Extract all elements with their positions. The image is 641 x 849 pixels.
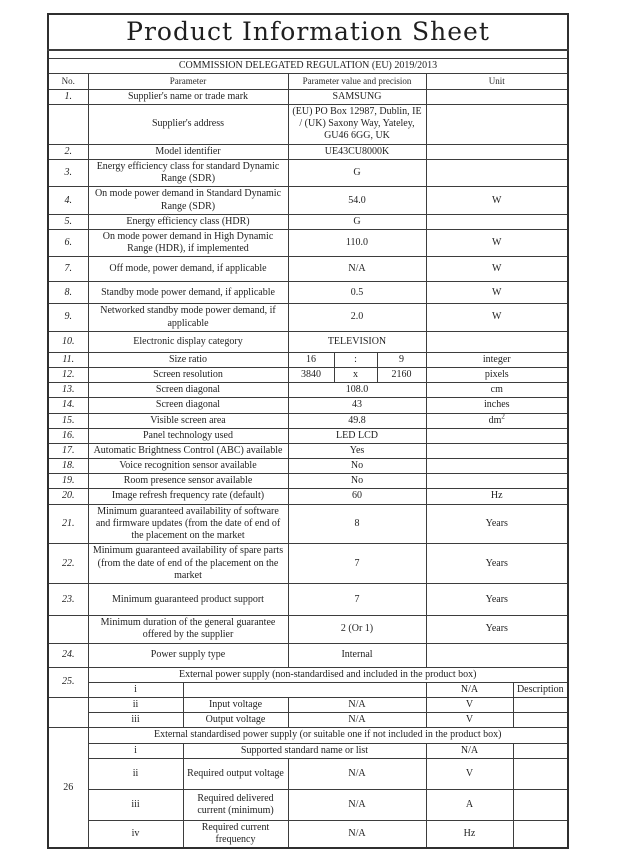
row-visible-area xyxy=(48,413,568,428)
row-section25-iii xyxy=(48,713,568,728)
row-networked-standby xyxy=(48,304,568,331)
cell-parameter: Required current frequency xyxy=(183,820,288,848)
row-efficiency-class-hdr xyxy=(48,214,568,229)
cell-no xyxy=(48,616,88,643)
cell-value-right: 9 xyxy=(377,352,426,367)
cell-unit: N/A xyxy=(426,743,513,758)
cell-no: 15. xyxy=(48,413,88,428)
row-efficiency-class-sdr xyxy=(48,160,568,187)
header-value: Parameter value and precision xyxy=(288,73,426,89)
page-title: Product Information Sheet xyxy=(48,14,568,50)
cell-parameter: Size ratio xyxy=(88,352,288,367)
cell-value: 108.0 xyxy=(288,383,426,398)
cell-value: N/A xyxy=(288,713,426,728)
cell-no: 26 xyxy=(48,728,88,848)
cell-parameter: Image refresh frequency rate (default) xyxy=(88,489,288,504)
cell-sub-label: ii xyxy=(88,697,183,712)
row-section25-header xyxy=(48,667,568,682)
cell-no: 7. xyxy=(48,257,88,282)
cell-unit xyxy=(426,160,568,187)
row-product-support xyxy=(48,584,568,616)
row-regulation xyxy=(48,58,568,73)
cell-no: 17. xyxy=(48,443,88,458)
row-refresh-rate xyxy=(48,489,568,504)
row-size-ratio xyxy=(48,352,568,367)
row-column-headers xyxy=(48,73,568,89)
cell-parameter: Standby mode power demand, if applicable xyxy=(88,282,288,304)
row-off-mode xyxy=(48,257,568,282)
cell-no: 6. xyxy=(48,230,88,257)
cell-no: 23. xyxy=(48,584,88,616)
cell-value: 110.0 xyxy=(288,230,426,257)
cell-unit: W xyxy=(426,282,568,304)
cell-unit xyxy=(426,104,568,144)
cell-parameter: Input voltage xyxy=(183,697,288,712)
cell-unit: N/A xyxy=(426,682,513,697)
cell-unit xyxy=(426,144,568,159)
cell-no: 5. xyxy=(48,214,88,229)
cell-parameter: Visible screen area xyxy=(88,413,288,428)
row-diagonal-cm xyxy=(48,383,568,398)
row-diagonal-inches xyxy=(48,398,568,413)
cell-value: LED LCD xyxy=(288,428,426,443)
cell-unit: Hz xyxy=(426,820,513,848)
cell-value: N/A xyxy=(288,789,426,820)
row-section26-iv xyxy=(48,820,568,848)
cell-sub-label: ii xyxy=(88,758,183,789)
cell-value: UE43CU8000K xyxy=(288,144,426,159)
cell-no: 14. xyxy=(48,398,88,413)
cell-value: N/A xyxy=(288,697,426,712)
cell-value: Yes xyxy=(288,443,426,458)
cell-parameter: On mode power demand in High Dynamic Range (HDR), if implemented xyxy=(88,230,288,257)
cell-unit xyxy=(426,428,568,443)
cell-value: G xyxy=(288,214,426,229)
cell-value: (EU) PO Box 12987, Dublin, IE / (UK) Saxony Way, Yateley, GU46 6GG, UK xyxy=(288,104,426,144)
cell-no: 25. xyxy=(48,667,88,697)
row-power-hdr xyxy=(48,230,568,257)
cell-value: N/A xyxy=(288,820,426,848)
cell-parameter: Minimum guaranteed availability of software and firmware updates (from the date of end of the placement on the market xyxy=(88,504,288,544)
cell-unit xyxy=(426,474,568,489)
cell-no: 18. xyxy=(48,459,88,474)
cell-value: 8 xyxy=(288,504,426,544)
cell-parameter: Networked standby mode power demand, if applicable xyxy=(88,304,288,331)
cell-parameter: Screen resolution xyxy=(88,367,288,382)
cell-value-right: 2160 xyxy=(377,367,426,382)
unit-exponent: 2 xyxy=(501,412,505,421)
row-spacer xyxy=(48,50,568,58)
cell-unit: Years xyxy=(426,544,568,584)
row-voice-sensor xyxy=(48,459,568,474)
cell-parameter: Energy efficiency class for standard Dynamic Range (SDR) xyxy=(88,160,288,187)
header-unit: Unit xyxy=(426,73,568,89)
cell-sub-label: iii xyxy=(88,789,183,820)
header-parameter: Parameter xyxy=(88,73,288,89)
cell-unit: W xyxy=(426,187,568,214)
cell-unit: cm xyxy=(426,383,568,398)
row-spare-parts xyxy=(48,544,568,584)
cell-value: TELEVISION xyxy=(288,331,426,352)
cell-value-separator: x xyxy=(334,367,377,382)
cell-parameter: Electronic display category xyxy=(88,331,288,352)
cell-no: 12. xyxy=(48,367,88,382)
cell-description xyxy=(513,758,568,789)
cell-value: 2 (Or 1) xyxy=(288,616,426,643)
cell-value: 7 xyxy=(288,584,426,616)
cell-no: 2. xyxy=(48,144,88,159)
cell-parameter: Screen diagonal xyxy=(88,383,288,398)
row-guarantee xyxy=(48,616,568,643)
cell-parameter: Supplier's name or trade mark xyxy=(88,89,288,104)
cell-sub-label: i xyxy=(88,682,183,697)
row-supplier-name xyxy=(48,89,568,104)
cell-parameter: Model identifier xyxy=(88,144,288,159)
header-no: No. xyxy=(48,73,88,89)
cell-value: No xyxy=(288,459,426,474)
cell-no: 20. xyxy=(48,489,88,504)
cell-unit: Years xyxy=(426,504,568,544)
cell-parameter: On mode power demand in Standard Dynamic Range (SDR) xyxy=(88,187,288,214)
product-information-sheet xyxy=(47,13,641,849)
section26-header: External standardised power supply (or suitable one if not included in the product box) xyxy=(88,728,568,743)
row-abc-available xyxy=(48,443,568,458)
cell-parameter: Voice recognition sensor available xyxy=(88,459,288,474)
cell-unit: W xyxy=(426,230,568,257)
row-psu-type xyxy=(48,643,568,667)
cell-value: 54.0 xyxy=(288,187,426,214)
cell-unit: Years xyxy=(426,616,568,643)
cell-value: SAMSUNG xyxy=(288,89,426,104)
row-display-category xyxy=(48,331,568,352)
cell-unit: pixels xyxy=(426,367,568,382)
cell-no: 19. xyxy=(48,474,88,489)
cell-parameter: Output voltage xyxy=(183,713,288,728)
cell-value: N/A xyxy=(288,257,426,282)
cell-unit: W xyxy=(426,257,568,282)
row-supplier-address xyxy=(48,104,568,144)
cell-parameter: Power supply type xyxy=(88,643,288,667)
row-software-updates xyxy=(48,504,568,544)
cell-no: 10. xyxy=(48,331,88,352)
spacer-cell xyxy=(48,50,568,58)
cell-value-separator: : xyxy=(334,352,377,367)
cell-value: 0.5 xyxy=(288,282,426,304)
row-model-identifier xyxy=(48,144,568,159)
cell-value-left: 16 xyxy=(288,352,334,367)
unit-base: dm xyxy=(488,414,502,426)
row-standby xyxy=(48,282,568,304)
cell-unit: V xyxy=(426,697,513,712)
cell-parameter: Minimum guaranteed product support xyxy=(88,584,288,616)
cell-span: Supported standard name or list xyxy=(183,743,426,758)
cell-description xyxy=(513,743,568,758)
cell-span xyxy=(183,682,426,697)
cell-parameter: Screen diagonal xyxy=(88,398,288,413)
row-section26-i xyxy=(48,743,568,758)
cell-unit xyxy=(426,413,568,428)
cell-unit: V xyxy=(426,758,513,789)
cell-parameter: Supplier's address xyxy=(88,104,288,144)
cell-no xyxy=(48,104,88,144)
cell-value: 7 xyxy=(288,544,426,584)
product-info-table xyxy=(47,13,569,849)
cell-description xyxy=(513,713,568,728)
cell-value: G xyxy=(288,160,426,187)
cell-unit: inches xyxy=(426,398,568,413)
row-title xyxy=(48,14,568,50)
cell-parameter: Automatic Brightness Control (ABC) available xyxy=(88,443,288,458)
cell-no: 22. xyxy=(48,544,88,584)
cell-description xyxy=(513,820,568,848)
row-panel-technology xyxy=(48,428,568,443)
cell-value: 49.8 xyxy=(288,413,426,428)
cell-unit xyxy=(426,331,568,352)
cell-no: 11. xyxy=(48,352,88,367)
cell-value: N/A xyxy=(288,758,426,789)
cell-no: 3. xyxy=(48,160,88,187)
cell-no: 8. xyxy=(48,282,88,304)
cell-unit: A xyxy=(426,789,513,820)
row-section25-i xyxy=(48,682,568,697)
regulation-subtitle: COMMISSION DELEGATED REGULATION (EU) 2019/2013 xyxy=(48,58,568,73)
cell-sub-label: iv xyxy=(88,820,183,848)
cell-parameter: Required delivered current (minimum) xyxy=(183,789,288,820)
cell-unit: integer xyxy=(426,352,568,367)
cell-unit xyxy=(426,643,568,667)
cell-parameter: Panel technology used xyxy=(88,428,288,443)
row-resolution xyxy=(48,367,568,382)
cell-description xyxy=(513,697,568,712)
row-section25-ii xyxy=(48,697,568,712)
cell-unit: Years xyxy=(426,584,568,616)
cell-no: 4. xyxy=(48,187,88,214)
cell-no: 13. xyxy=(48,383,88,398)
cell-value: No xyxy=(288,474,426,489)
cell-value: 43 xyxy=(288,398,426,413)
row-power-sdr xyxy=(48,187,568,214)
cell-no xyxy=(48,697,88,727)
cell-value: 2.0 xyxy=(288,304,426,331)
cell-sub-label: iii xyxy=(88,713,183,728)
cell-unit xyxy=(426,89,568,104)
cell-no: 1. xyxy=(48,89,88,104)
cell-unit: W xyxy=(426,304,568,331)
cell-unit: V xyxy=(426,713,513,728)
cell-value-left: 3840 xyxy=(288,367,334,382)
cell-unit xyxy=(426,443,568,458)
cell-parameter: Energy efficiency class (HDR) xyxy=(88,214,288,229)
cell-unit xyxy=(426,214,568,229)
cell-parameter: Room presence sensor available xyxy=(88,474,288,489)
cell-no: 16. xyxy=(48,428,88,443)
section25-header: External power supply (non-standardised and included in the product box) xyxy=(88,667,568,682)
cell-sub-label: i xyxy=(88,743,183,758)
cell-parameter: Minimum duration of the general guarantee offered by the supplier xyxy=(88,616,288,643)
row-presence-sensor xyxy=(48,474,568,489)
cell-value: Internal xyxy=(288,643,426,667)
row-section26-header xyxy=(48,728,568,743)
cell-no: 9. xyxy=(48,304,88,331)
cell-parameter: Minimum guaranteed availability of spare parts (from the date of end of the placement on the market xyxy=(88,544,288,584)
cell-parameter: Off mode, power demand, if applicable xyxy=(88,257,288,282)
cell-unit xyxy=(426,459,568,474)
cell-value: 60 xyxy=(288,489,426,504)
cell-unit: Hz xyxy=(426,489,568,504)
cell-parameter: Required output voltage xyxy=(183,758,288,789)
cell-no: 24. xyxy=(48,643,88,667)
cell-no: 21. xyxy=(48,504,88,544)
row-section26-ii xyxy=(48,758,568,789)
cell-description: Description xyxy=(513,682,568,697)
